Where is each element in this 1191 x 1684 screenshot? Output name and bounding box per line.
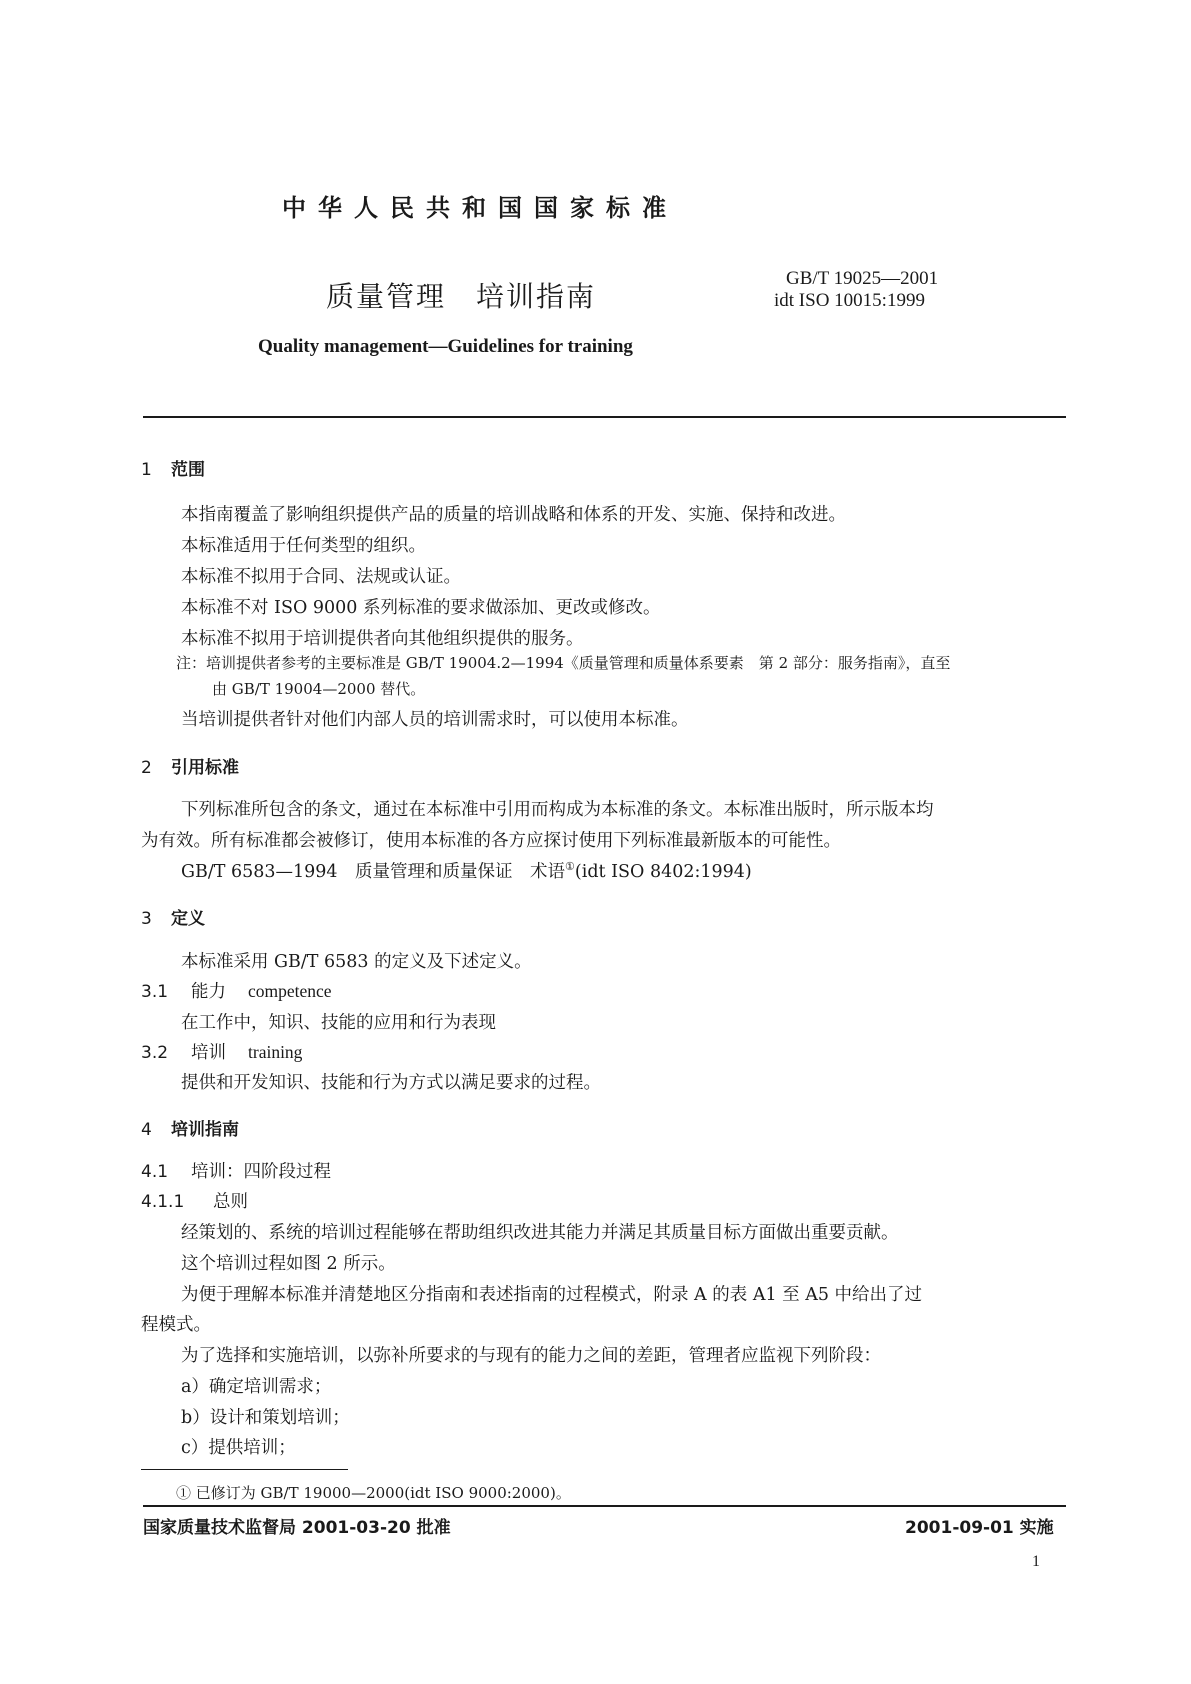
paragraph: 本标准采用 GB/T 6583 的定义及下述定义。 xyxy=(181,952,532,972)
subsection-4-1-heading: 4.1 培训：四阶段过程 xyxy=(141,1162,331,1182)
list-item: c）提供培训； xyxy=(181,1438,296,1458)
header-rule xyxy=(143,416,1066,418)
paragraph: 这个培训过程如图 2 所示。 xyxy=(181,1254,396,1274)
idt-number: idt ISO 10015:1999 xyxy=(774,290,925,311)
definition-text: 在工作中，知识、技能的应用和行为表现 xyxy=(181,1013,496,1033)
definition-3-2: 3.2 培训 training xyxy=(141,1042,303,1063)
note-line: 由 GB/T 19004—2000 替代。 xyxy=(212,680,426,698)
paragraph: 为便于理解本标准并清楚地区分指南和表述指南的过程模式，附录 A 的表 A1 至 A5 中给出了过 xyxy=(181,1285,923,1305)
normative-reference: GB/T 6583—1994 质量管理和质量保证 术语①(idt ISO 8402:1994) xyxy=(181,860,752,882)
list-item: b）设计和策划培训； xyxy=(181,1408,350,1428)
standard-number: GB/T 19025—2001 xyxy=(786,268,939,289)
subsection-4-1-1-heading: 4.1.1 总则 xyxy=(141,1192,248,1212)
english-title: Quality management—Guidelines for training xyxy=(258,336,633,357)
footnote: ① 已修订为 GB/T 19000—2000(idt ISO 9000:2000)。 xyxy=(176,1484,571,1502)
footer-rule xyxy=(143,1505,1066,1507)
section-4-heading: 4 培训指南 xyxy=(141,1120,239,1140)
footnote-rule xyxy=(141,1469,348,1470)
list-item: a）确定培训需求； xyxy=(181,1377,332,1397)
implementation-date: 2001-09-01 实施 xyxy=(905,1518,1054,1538)
section-3-heading: 3 定义 xyxy=(141,909,205,929)
definition-3-1: 3.1 能力 competence xyxy=(141,981,332,1002)
paragraph: 本标准适用于任何类型的组织。 xyxy=(181,536,426,556)
national-standard-heading: 中华人民共和国国家标准 xyxy=(282,194,678,222)
paragraph: 程模式。 xyxy=(141,1315,211,1335)
approval-date: 国家质量技术监督局 2001-03-20 批准 xyxy=(143,1518,451,1538)
paragraph: 当培训提供者针对他们内部人员的培训需求时，可以使用本标准。 xyxy=(181,710,689,730)
section-1-heading: 1 范围 xyxy=(141,460,205,480)
paragraph: 本指南覆盖了影响组织提供产品的质量的培训战略和体系的开发、实施、保持和改进。 xyxy=(181,505,846,525)
paragraph: 经策划的、系统的培训过程能够在帮助组织改进其能力并满足其质量目标方面做出重要贡献。 xyxy=(181,1223,899,1243)
paragraph: 为了选择和实施培训，以弥补所要求的与现有的能力之间的差距，管理者应监视下列阶段： xyxy=(181,1346,881,1366)
paragraph: 本标准不拟用于合同、法规或认证。 xyxy=(181,567,461,587)
note-line: 注：培训提供者参考的主要标准是 GB/T 19004.2—1994《质量管理和质量体系要素 第 2 部分：服务指南》，直至 xyxy=(176,654,951,672)
paragraph: 下列标准所包含的条文，通过在本标准中引用而构成为本标准的条文。本标准出版时，所示版本均 xyxy=(181,800,934,820)
document-title: 质量管理 培训指南 xyxy=(326,280,597,313)
paragraph: 为有效。所有标准都会被修订，使用本标准的各方应探讨使用下列标准最新版本的可能性。 xyxy=(141,831,841,851)
footnote-marker: ① xyxy=(565,860,575,874)
page-number: 1 xyxy=(1032,1553,1040,1570)
section-2-heading: 2 引用标准 xyxy=(141,758,239,778)
paragraph: 本标准不拟用于培训提供者向其他组织提供的服务。 xyxy=(181,629,584,649)
paragraph: 本标准不对 ISO 9000 系列标准的要求做添加、更改或修改。 xyxy=(181,598,661,618)
definition-text: 提供和开发知识、技能和行为方式以满足要求的过程。 xyxy=(181,1073,601,1093)
